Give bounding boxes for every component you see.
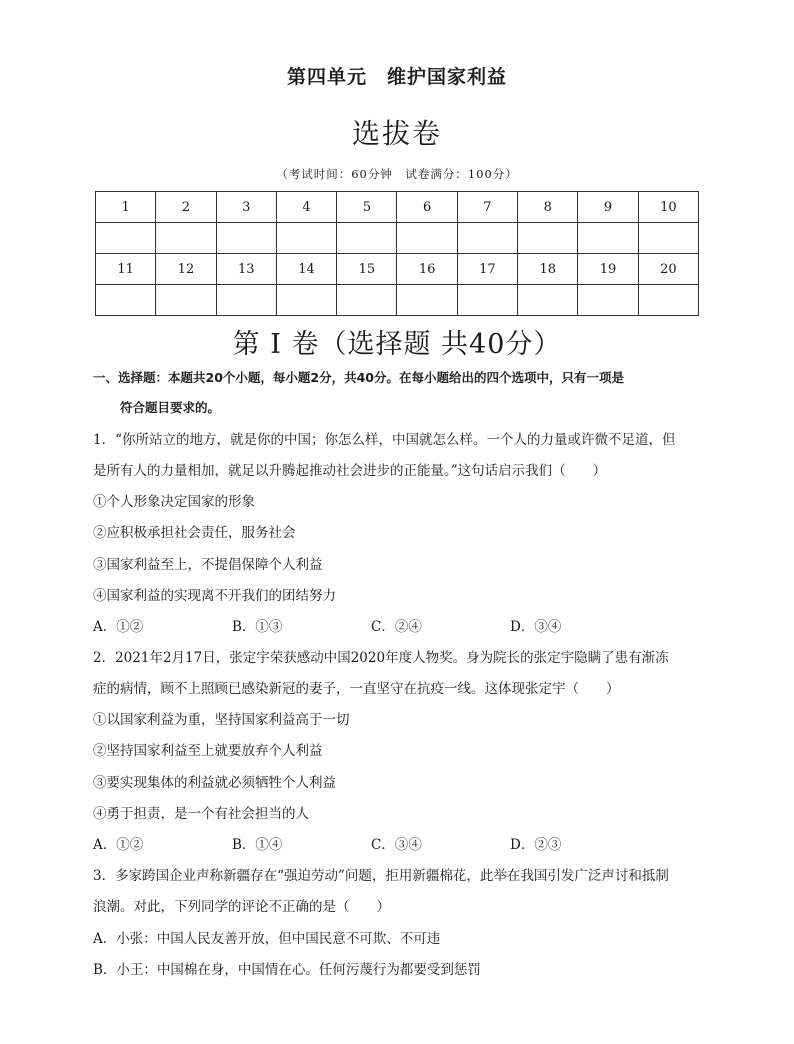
answer-cell[interactable] bbox=[397, 223, 457, 254]
answer-cell[interactable] bbox=[156, 285, 216, 316]
answer-cell[interactable] bbox=[96, 285, 156, 316]
question-number-cell: 10 bbox=[638, 192, 698, 223]
question-3-stem: 3．多家跨国企业声称新疆存在“强迫劳动”问题，拒用新疆棉花，此举在我国引发广泛声讨和抵制 bbox=[93, 868, 669, 884]
question-number-cell: 12 bbox=[156, 254, 216, 285]
question-2-item: ③要实现集体的利益就必须牺牲个人利益 bbox=[93, 775, 336, 791]
question-2-item: ②坚持国家利益至上就要放弃个人利益 bbox=[93, 743, 323, 759]
question-3-stem: 浪潮。对此，下列同学的评论不正确的是（ ） bbox=[93, 899, 390, 915]
answer-row bbox=[96, 285, 699, 316]
answer-cell[interactable] bbox=[578, 223, 638, 254]
question-2-item: ①以国家利益为重，坚持国家利益高于一切 bbox=[93, 712, 350, 728]
answer-cell[interactable] bbox=[156, 223, 216, 254]
option-a[interactable]: A．①② bbox=[93, 619, 144, 635]
answer-cell[interactable] bbox=[518, 223, 578, 254]
question-1-options bbox=[93, 617, 649, 637]
exam-info: （考试时间：60分钟 试卷满分：100分） bbox=[276, 167, 518, 181]
answer-row bbox=[96, 223, 699, 254]
section-title: 第 I 卷（选择题 共40分） bbox=[232, 329, 562, 360]
answer-cell[interactable] bbox=[638, 285, 698, 316]
question-1-stem: 1．“你所站立的地方，就是你的中国；你怎么样，中国就怎么样。一个人的力量或许微不足道，但 bbox=[93, 432, 676, 448]
option-c[interactable]: C．③④ bbox=[371, 837, 422, 853]
question-number-cell: 4 bbox=[276, 192, 336, 223]
question-1-item: ①个人形象决定国家的形象 bbox=[93, 494, 255, 510]
question-number-row bbox=[96, 192, 699, 223]
question-number-cell: 1 bbox=[96, 192, 156, 223]
question-number-cell: 15 bbox=[337, 254, 397, 285]
question-number-cell: 19 bbox=[578, 254, 638, 285]
option-c[interactable]: C．②④ bbox=[371, 619, 422, 635]
instruction-line: 一、选择题：本题共20个小题，每小题2分，共40分。在每小题给出的四个选项中，只有一项是 bbox=[93, 370, 624, 385]
question-1-item: ③国家利益至上，不提倡保障个人利益 bbox=[93, 557, 323, 573]
option-a[interactable]: A．①② bbox=[93, 837, 144, 853]
question-2-stem: 2．2021年2月17日，张定宇荣获感动中国2020年度人物奖。身为院长的张定宇隐瞒了患有渐冻 bbox=[93, 650, 669, 666]
option-b[interactable]: B．小王：中国棉在身，中国情在心。任何污蔑行为都要受到惩罚 bbox=[93, 962, 481, 978]
question-number-row bbox=[96, 254, 699, 285]
question-2-options bbox=[93, 835, 649, 855]
answer-cell[interactable] bbox=[276, 285, 336, 316]
instruction-line: 符合题目要求的。 bbox=[120, 400, 221, 415]
answer-cell[interactable] bbox=[337, 285, 397, 316]
question-number-cell: 8 bbox=[518, 192, 578, 223]
question-1-item: ②应积极承担社会责任，服务社会 bbox=[93, 525, 296, 541]
option-b[interactable]: B．①④ bbox=[232, 837, 283, 853]
question-2-stem: 症的病情，顾不上照顾已感染新冠的妻子，一直坚守在抗疫一线。这体现张定宇（ ） bbox=[93, 681, 620, 697]
paper-title: 选拔卷 bbox=[351, 117, 442, 150]
question-number-cell: 18 bbox=[518, 254, 578, 285]
answer-cell[interactable] bbox=[96, 223, 156, 254]
question-number-cell: 9 bbox=[578, 192, 638, 223]
answer-cell[interactable] bbox=[578, 285, 638, 316]
question-number-cell: 6 bbox=[397, 192, 457, 223]
option-d[interactable]: D．③④ bbox=[510, 619, 562, 635]
answer-cell[interactable] bbox=[638, 223, 698, 254]
unit-title: 第四单元 维护国家利益 bbox=[286, 66, 507, 88]
question-number-cell: 2 bbox=[156, 192, 216, 223]
question-2-item: ④勇于担责，是一个有社会担当的人 bbox=[93, 806, 309, 822]
answer-cell[interactable] bbox=[457, 285, 517, 316]
answer-cell[interactable] bbox=[276, 223, 336, 254]
option-b[interactable]: B．①③ bbox=[232, 619, 283, 635]
question-number-cell: 13 bbox=[216, 254, 276, 285]
answer-cell[interactable] bbox=[216, 223, 276, 254]
question-1-item: ④国家利益的实现离不开我们的团结努力 bbox=[93, 588, 336, 604]
question-number-cell: 5 bbox=[337, 192, 397, 223]
answer-cell[interactable] bbox=[457, 223, 517, 254]
score-table bbox=[95, 191, 699, 316]
answer-cell[interactable] bbox=[518, 285, 578, 316]
answer-cell[interactable] bbox=[216, 285, 276, 316]
question-number-cell: 11 bbox=[96, 254, 156, 285]
answer-cell[interactable] bbox=[397, 285, 457, 316]
question-number-cell: 20 bbox=[638, 254, 698, 285]
question-number-cell: 14 bbox=[276, 254, 336, 285]
question-1-stem: 是所有人的力量相加，就足以升腾起推动社会进步的正能量。”这句话启示我们（ ） bbox=[93, 463, 607, 479]
option-d[interactable]: D．②③ bbox=[510, 837, 562, 853]
answer-cell[interactable] bbox=[337, 223, 397, 254]
option-a[interactable]: A．小张：中国人民友善开放，但中国民意不可欺、不可违 bbox=[93, 931, 441, 947]
question-number-cell: 3 bbox=[216, 192, 276, 223]
question-number-cell: 16 bbox=[397, 254, 457, 285]
question-number-cell: 7 bbox=[457, 192, 517, 223]
question-number-cell: 17 bbox=[457, 254, 517, 285]
